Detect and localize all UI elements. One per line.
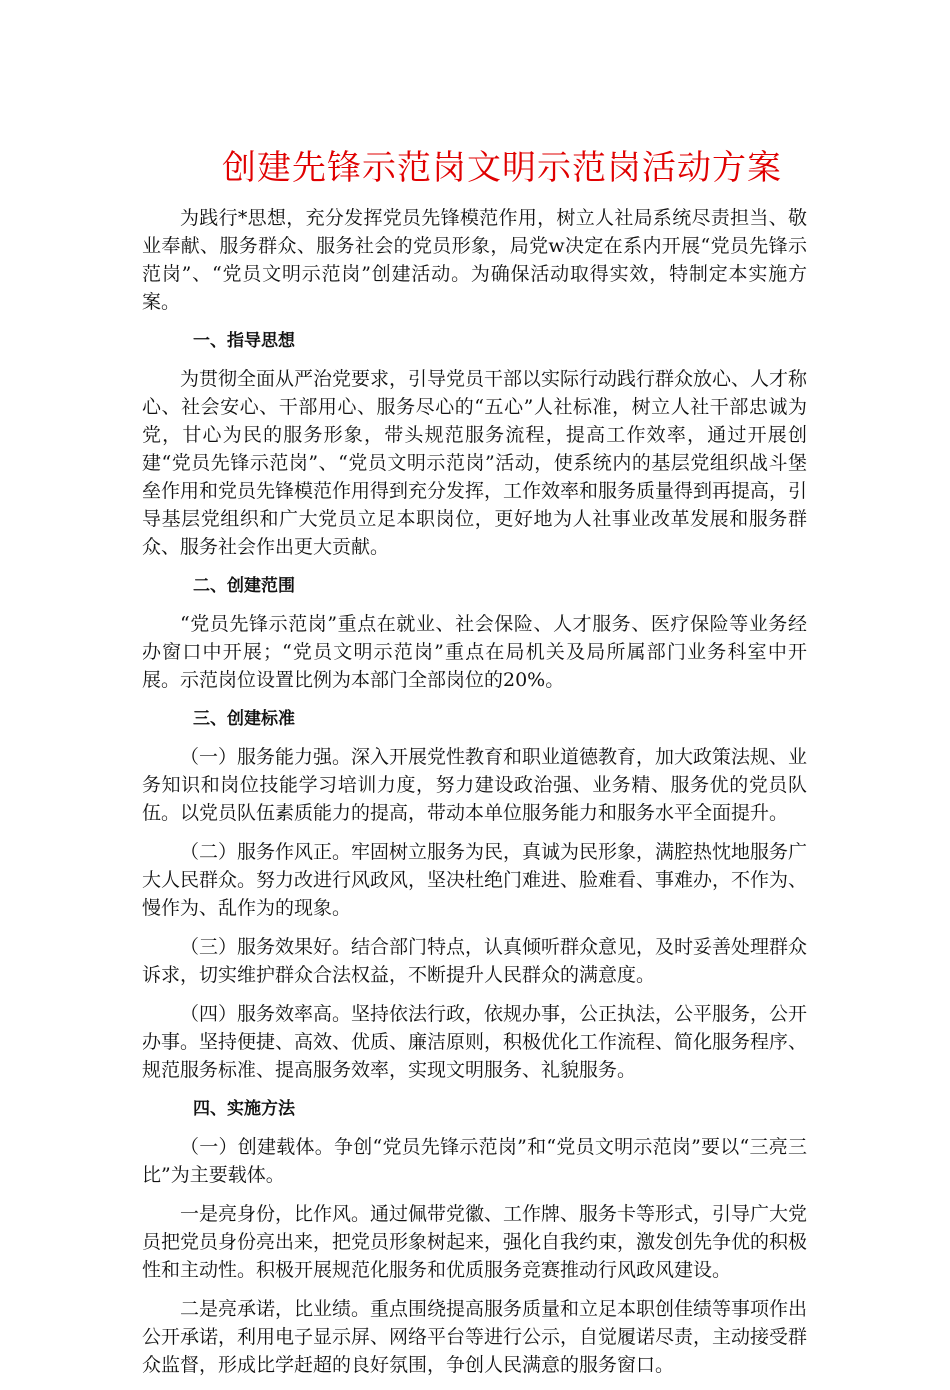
intro-paragraph: 为践行*思想，充分发挥党员先锋模范作用，树立人社局系统尽责担当、敬业奉献、服务群众、服务社会的党员形象，局党w决定在系内开展“党员先锋示范岗”、“党员文明示范岗”创建活动。为确保活动取得实效，特制定本实施方案。 [142, 207, 807, 313]
section-paragraph: 一是亮身份，比作风。通过佩带党徽、工作牌、服务卡等形式，引导广大党员把党员身份亮出来，把党员形象树起来，强化自我约束，激发创先争优的积极性和主动性。积极开展规范化服务和优质服务竞赛推动行风政风建设。 [142, 1203, 808, 1281]
section-methods [142, 1095, 807, 1379]
section-paragraph: （四）服务效率高。坚持依法行政，依规办事，公正执法，公平服务，公开办事。坚持便捷、高效、优质、廉洁原则，积极优化工作流程、简化服务程序、规范服务标准、提高服务效率，实现文明服务、礼貌服务。 [142, 1003, 808, 1081]
section-paragraph: （二）服务作风正。牢固树立服务为民，真诚为民形象，满腔热忱地服务广大人民群众。努力改进行风政风，坚决杜绝门难进、脸难看、事难办，不作为、慢作为、乱作为的现象。 [142, 841, 808, 919]
section-paragraph: “党员先锋示范岗”重点在就业、社会保险、人才服务、医疗保险等业务经办窗口中开展；“党员文明示范岗”重点在局机关及局所属部门业务科室中开展。示范岗位设置比例为本部门全部岗位的20%。 [142, 613, 807, 691]
section-heading: 四、实施方法 [193, 1099, 295, 1119]
document-title: 创建先锋示范岗文明示范岗活动方案 [222, 148, 782, 188]
document-page [142, 130, 807, 1390]
section-paragraph: 二是亮承诺，比业绩。重点围绕提高服务质量和立足本职创佳绩等事项作出公开承诺，利用电子显示屏、网络平台等进行公示，自觉履诺尽责，主动接受群众监督，形成比学赶超的良好氛围，争创人民满意的服务窗口。 [142, 1298, 808, 1376]
section-paragraph: （三）服务效果好。结合部门特点，认真倾听群众意见，及时妥善处理群众诉求，切实维护群众合法权益，不断提升人民群众的满意度。 [142, 936, 808, 986]
section-guiding-thought [142, 327, 807, 561]
section-paragraph: （一）服务能力强。深入开展党性教育和职业道德教育，加大政策法规、业务知识和岗位技能学习培训力度，努力建设政治强、业务精、服务优的党员队伍。以党员队伍素质能力的提高，带动本单位服务能力和服务水平全面提升。 [142, 746, 808, 824]
section-paragraph: （一）创建载体。争创“党员先锋示范岗”和“党员文明示范岗”要以“三亮三比”为主要载体。 [142, 1136, 807, 1186]
section-heading: 三、创建标准 [193, 709, 295, 729]
section-heading: 二、创建范围 [193, 576, 295, 596]
section-scope [142, 572, 807, 694]
section-heading: 一、指导思想 [193, 331, 295, 351]
section-paragraph: 为贯彻全面从严治党要求，引导党员干部以实际行动践行群众放心、人才称心、社会安心、干部用心、服务尽心的“五心”人社标准，树立人社干部忠诚为党，甘心为民的服务形象，带头规范服务流程，提高工作效率，通过开展创建“党员先锋示范岗”、“党员文明示范岗”活动，使系统内的基层党组织战斗堡垒作用和党员先锋模范作用得到充分发挥，工作效率和服务质量得到再提高，引导基层党组织和广大党员立足本职岗位，更好地为人社事业改革发展和服务群众、服务社会作出更大贡献。 [142, 368, 808, 558]
section-standards [142, 705, 807, 1084]
